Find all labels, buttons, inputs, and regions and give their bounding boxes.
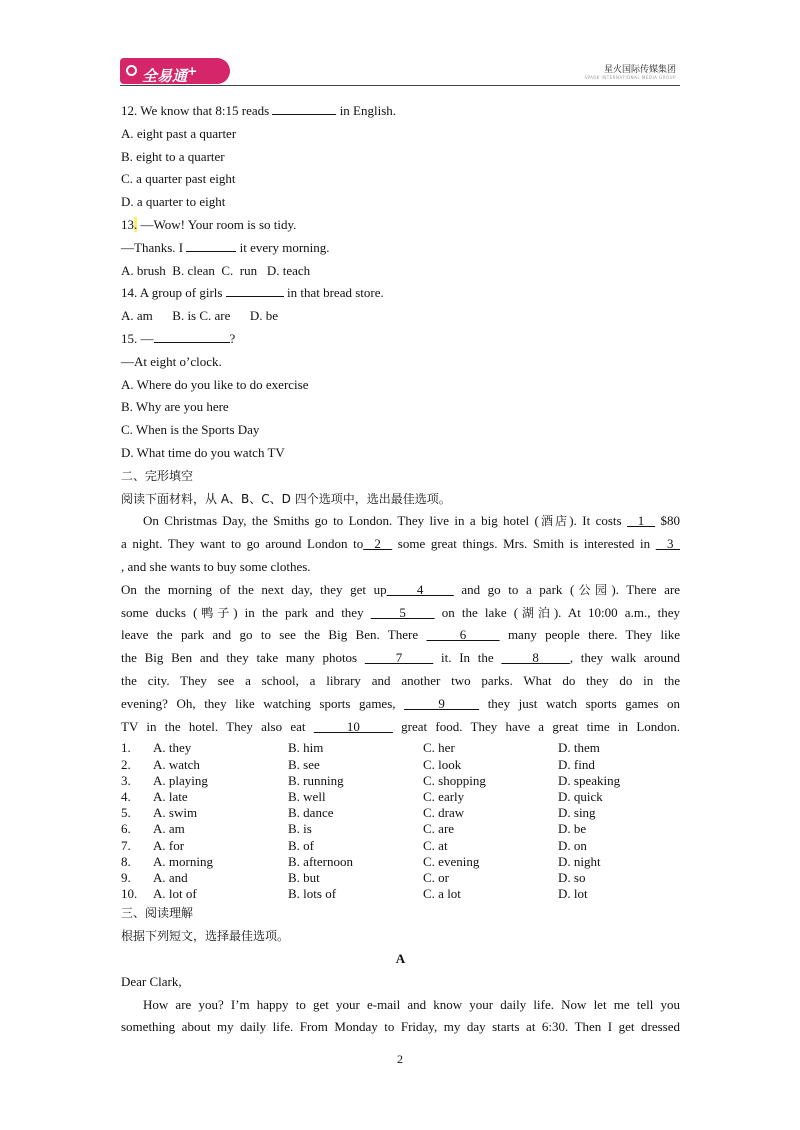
highlight-mark: .	[134, 216, 138, 232]
cloze-blank-2: 2	[363, 536, 393, 552]
option-choice: D. so	[558, 869, 586, 885]
brand-name: 星火国际传媒集团	[603, 65, 676, 75]
q15-option-a: A. Where do you like to do exercise	[121, 376, 309, 392]
q12-option-b: B. eight to a quarter	[121, 148, 225, 164]
cloze-line: , and she wants to buy some clothes.	[121, 558, 311, 574]
cloze-blank-1: 1	[627, 513, 656, 529]
option-choice: C. draw	[423, 805, 465, 821]
q12-option-a: A. eight past a quarter	[121, 125, 237, 141]
answer-blank	[226, 282, 284, 297]
cloze-option-row	[121, 886, 680, 902]
option-choice: A. am	[153, 821, 185, 837]
q15-stem: 15. — ?	[121, 328, 680, 351]
cloze-line: some ducks (鸭子) in the park and they 5 on the lake (湖泊). At 10:00 a.m., they	[121, 604, 680, 620]
answer-blank	[272, 100, 336, 115]
answer-blank	[186, 237, 236, 252]
option-choice: C. look	[423, 756, 462, 772]
letter-line: something about my daily life. From Monday to Friday, my day starts at 6:30. Then I get dressed	[121, 1019, 680, 1035]
cloze-option-row	[121, 854, 680, 870]
cloze-passage	[121, 510, 680, 738]
option-number: 10.	[121, 886, 138, 902]
option-number: 8.	[121, 853, 131, 869]
cloze-option-row	[121, 870, 680, 886]
option-choice: D. sing	[558, 805, 596, 821]
option-choice: A. morning	[153, 853, 213, 869]
logo-icon	[126, 65, 137, 76]
cloze-option-row	[121, 789, 680, 805]
option-number: 1.	[121, 740, 131, 756]
option-choice: A. late	[153, 788, 188, 804]
brand-subtitle: SPARK INTERNATIONAL MEDIA GROUP	[584, 75, 676, 80]
cloze-options-table	[121, 740, 680, 902]
cloze-option-row	[121, 740, 680, 756]
cloze-line: the Big Ben and they take many photos 7 it. In the 8 , they walk around	[121, 650, 681, 666]
option-choice: B. him	[288, 740, 324, 756]
option-choice: A. they	[153, 740, 192, 756]
option-choice: A. and	[153, 869, 188, 885]
option-number: 3.	[121, 772, 131, 788]
logo-text: 全易通	[142, 67, 188, 85]
q15-reply: —At eight o’clock.	[121, 353, 222, 369]
option-choice: D. speaking	[558, 772, 621, 788]
q12-option-c: C. a quarter past eight	[121, 171, 236, 187]
page-header	[120, 56, 680, 86]
option-choice: C. shopping	[423, 772, 486, 788]
option-choice: C. early	[423, 788, 465, 804]
q15-option-d: D. What time do you watch TV	[121, 444, 285, 460]
cloze-option-row	[121, 773, 680, 789]
cloze-option-row	[121, 757, 680, 773]
cloze-line: a night. They want to go around London to 2 some great things. Mrs. Smith is interested in 3	[121, 536, 680, 552]
section3-title: 三、阅读理解	[121, 906, 194, 921]
option-choice: D. quick	[558, 788, 603, 804]
option-choice: C. at	[423, 837, 448, 853]
cloze-blank-3: 3	[655, 536, 680, 552]
logo	[120, 58, 230, 84]
option-number: 7.	[121, 837, 131, 853]
cloze-option-row	[121, 821, 680, 837]
option-choice: D. lot	[558, 886, 588, 902]
q12-stem: 12. We know that 8:15 reads in English.	[121, 100, 680, 123]
option-choice: A. swim	[153, 805, 198, 821]
option-choice: D. them	[558, 740, 600, 756]
option-choice: B. but	[288, 869, 320, 885]
header-rule	[120, 85, 680, 86]
cloze-option-row	[121, 805, 680, 821]
option-choice: D. night	[558, 853, 601, 869]
option-choice: C. or	[423, 869, 449, 885]
option-number: 9.	[121, 869, 131, 885]
letter-body	[121, 994, 680, 1040]
option-choice: B. dance	[288, 805, 334, 821]
cloze-line: TV in the hotel. They also eat 10 great food. They have a great time in London.	[121, 718, 681, 734]
option-choice: B. see	[288, 756, 320, 772]
cloze-line: On the morning of the next day, they get up 4 and go to a park (公园). There are	[121, 581, 680, 597]
option-choice: B. running	[288, 772, 344, 788]
q13-options: A. brush B. clean C. run D. teach	[121, 262, 311, 278]
letter-line: How are you? I’m happy to get your e-mail and know your daily life. Now let me tell you	[143, 996, 680, 1012]
answer-blank	[154, 328, 230, 343]
cloze-blank-7: 7	[364, 650, 434, 666]
cloze-line: evening? Oh, they like watching sports games, 9 they just watch sports games on	[121, 695, 681, 711]
section2-instruction: 阅读下面材料，从 A、B、C、D 四个选项中，选出最佳选项。	[121, 491, 451, 506]
option-choice: C. evening	[423, 853, 480, 869]
q12-option-d: D. a quarter to eight	[121, 194, 226, 210]
option-choice: B. is	[288, 821, 312, 837]
cloze-blank-4: 4	[386, 581, 454, 597]
cloze-blank-8: 8	[501, 650, 570, 666]
q15-option-c: C. When is the Sports Day	[121, 422, 260, 438]
letter-salutation: Dear Clark,	[121, 973, 182, 989]
cloze-blank-10: 10	[313, 718, 393, 734]
document-body	[121, 100, 680, 1039]
cloze-line: the city. They see a school, a library and another two parks. What do they do in the	[121, 672, 680, 688]
option-number: 2.	[121, 756, 131, 772]
q14-stem: 14. A group of girls in that bread store.	[121, 282, 680, 305]
cloze-line: leave the park and go to see the Big Ben. There 6 many people there. They like	[121, 627, 680, 643]
option-choice: A. lot of	[153, 886, 197, 902]
option-number: 5.	[121, 805, 131, 821]
section2-title: 二、完形填空	[121, 468, 194, 483]
cloze-blank-5: 5	[370, 604, 435, 620]
section3-instruction: 根据下列短文，选择最佳选项。	[121, 929, 290, 944]
cloze-line: On Christmas Day, the Smiths go to London. They live in a big hotel (酒店). It costs 1 $80	[143, 513, 680, 529]
option-choice: C. a lot	[423, 886, 461, 902]
page-number: 2	[397, 1052, 403, 1066]
option-choice: B. afternoon	[288, 853, 353, 869]
option-choice: B. well	[288, 788, 326, 804]
cloze-option-row	[121, 838, 680, 854]
option-choice: D. find	[558, 756, 595, 772]
cloze-blank-6: 6	[426, 627, 500, 643]
option-choice: A. playing	[153, 772, 208, 788]
q13-reply: —Thanks. I it every morning.	[121, 237, 680, 260]
option-choice: B. of	[288, 837, 314, 853]
option-choice: D. be	[558, 821, 587, 837]
option-number: 4.	[121, 788, 131, 804]
option-choice: A. for	[153, 837, 185, 853]
option-choice: C. her	[423, 740, 455, 756]
brand	[584, 62, 676, 80]
option-choice: C. are	[423, 821, 455, 837]
option-choice: A. watch	[153, 756, 200, 772]
logo-plus: +	[187, 63, 198, 78]
option-number: 6.	[121, 821, 131, 837]
option-choice: B. lots of	[288, 886, 337, 902]
option-choice: D. on	[558, 837, 587, 853]
passage-label: A	[395, 950, 406, 966]
q13-stem: 13. —Wow! Your room is so tidy.	[121, 216, 297, 232]
q14-options: A. am B. is C. are D. be	[121, 308, 279, 324]
q15-option-b: B. Why are you here	[121, 399, 229, 415]
cloze-blank-9: 9	[404, 695, 480, 711]
